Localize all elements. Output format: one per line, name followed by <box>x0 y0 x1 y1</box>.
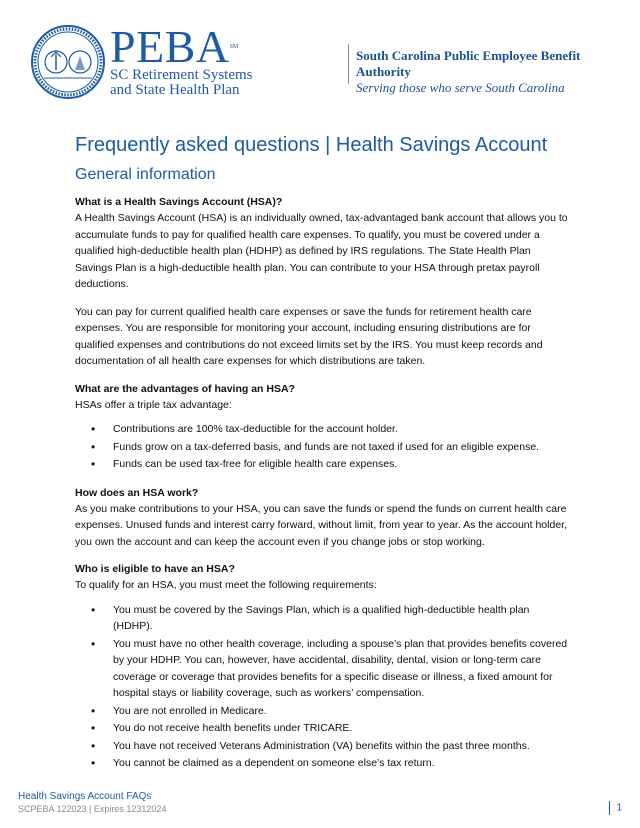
section-gap <box>75 370 570 381</box>
section-gap <box>75 474 570 485</box>
faq-bullet: • Funds can be used tax-free for eligible health care expenses. <box>75 456 570 473</box>
org-name: South Carolina Public Employee Benefit Authority <box>356 48 581 79</box>
faq-bullet: • You must have no other health coverage, including a spouse’s plan that provides benefits covered by your HDHP. You can, however, have accidental, disability, dental, vision or long-term care coverage or coverage that provides benefits for a specific disease or illness, a fixed amount for hospital stays or liability coverage, such as workers’ compensation. <box>75 636 570 702</box>
faq-item <box>75 485 570 551</box>
faq-paragraph: To qualify for an HSA, you must meet the following requirements: <box>75 579 377 591</box>
org-block <box>356 48 620 96</box>
footer-title: Health Savings Account FAQs <box>18 791 152 802</box>
faq-item <box>75 381 570 473</box>
footer-code: SCPEBA 122023 | Expires 12312024 <box>18 804 167 814</box>
faq-bullet: • You are not enrolled in Medicare. <box>75 703 570 720</box>
org-tagline: Serving those who serve South Carolina <box>356 80 565 95</box>
state-seal-icon <box>30 24 106 100</box>
document-header <box>30 22 620 102</box>
footer <box>18 791 166 815</box>
main-content <box>75 132 570 773</box>
faq-bullet: • You do not receive health benefits under TRICARE. <box>75 720 570 737</box>
faq-paragraph: A Health Savings Account (HSA) is an individually owned, tax-advantaged bank account that allows you to accumulate funds to pay for qualified health care expenses. To qualify, you must be covered under a qualified high-deductible health plan (HDHP) as defined by IRS regulations. The State Health Plan Savings Plan is a high-deductible health plan. You can contribute to your HSA through pretax payroll deductions. <box>75 212 568 290</box>
faq-bullet: • Funds grow on a tax-deferred basis, and funds are not taxed if used for an eligible expense. <box>75 439 570 456</box>
faq-bullet: • Contributions are 100% tax-deductible for the account holder. <box>75 421 570 438</box>
faq-paragraph: HSAs offer a triple tax advantage: <box>75 398 232 411</box>
faq-question: What is a Health Savings Account (HSA)? <box>75 196 283 208</box>
logo-line-2: and State Health Plan <box>110 82 240 98</box>
faq-paragraph: You can pay for current qualified health care expenses or save the funds for retirement health care expenses. You are responsible for monitoring your account, including ensuring distributions are for qualified expenses and contributions do not exceed limits set by the IRS. You must keep records and documentation of all health care expenses for which distributions are taken. <box>75 305 543 367</box>
faq-question: How does an HSA work? <box>75 486 199 499</box>
page-title: Frequently asked questions | Health Savings Account <box>75 134 548 156</box>
faq-bullet-list <box>75 602 570 772</box>
page-number <box>609 801 622 815</box>
faq-bullet-list <box>75 421 570 473</box>
page-number-divider <box>609 801 610 815</box>
faq-question: Who is eligible to have an HSA? <box>75 563 235 575</box>
paragraph-gap <box>75 293 570 304</box>
faq-bullet: • You have not received Veterans Administration (VA) benefits within the past three months. <box>75 738 570 755</box>
faq-item <box>75 561 570 772</box>
logo-line-1: SC Retirement Systems <box>110 67 253 83</box>
faq-bullet: • You must be covered by the Savings Plan, which is a qualified high-deductible health plan (HDHP). <box>75 602 570 635</box>
section-gap <box>75 550 570 561</box>
page-number-value: 1 <box>616 802 622 814</box>
faq-question: What are the advantages of having an HSA? <box>75 382 295 395</box>
faq-bullet: • You cannot be claimed as a dependent on someone else’s tax return. <box>75 755 570 772</box>
header-divider <box>348 44 349 84</box>
section-heading: General information <box>75 166 216 183</box>
faq-item <box>75 194 570 370</box>
faq-paragraph: As you make contributions to your HSA, you can save the funds or spend the funds on current health care expenses. Unused funds and interest carry forward, without limit, from year to year. As the account holder, you own the account and can keep the account even if you change jobs or stop working. <box>75 502 567 548</box>
faq-list <box>75 194 570 772</box>
peba-logo <box>110 21 253 98</box>
logo-wordmark: PEBASM <box>110 21 239 72</box>
